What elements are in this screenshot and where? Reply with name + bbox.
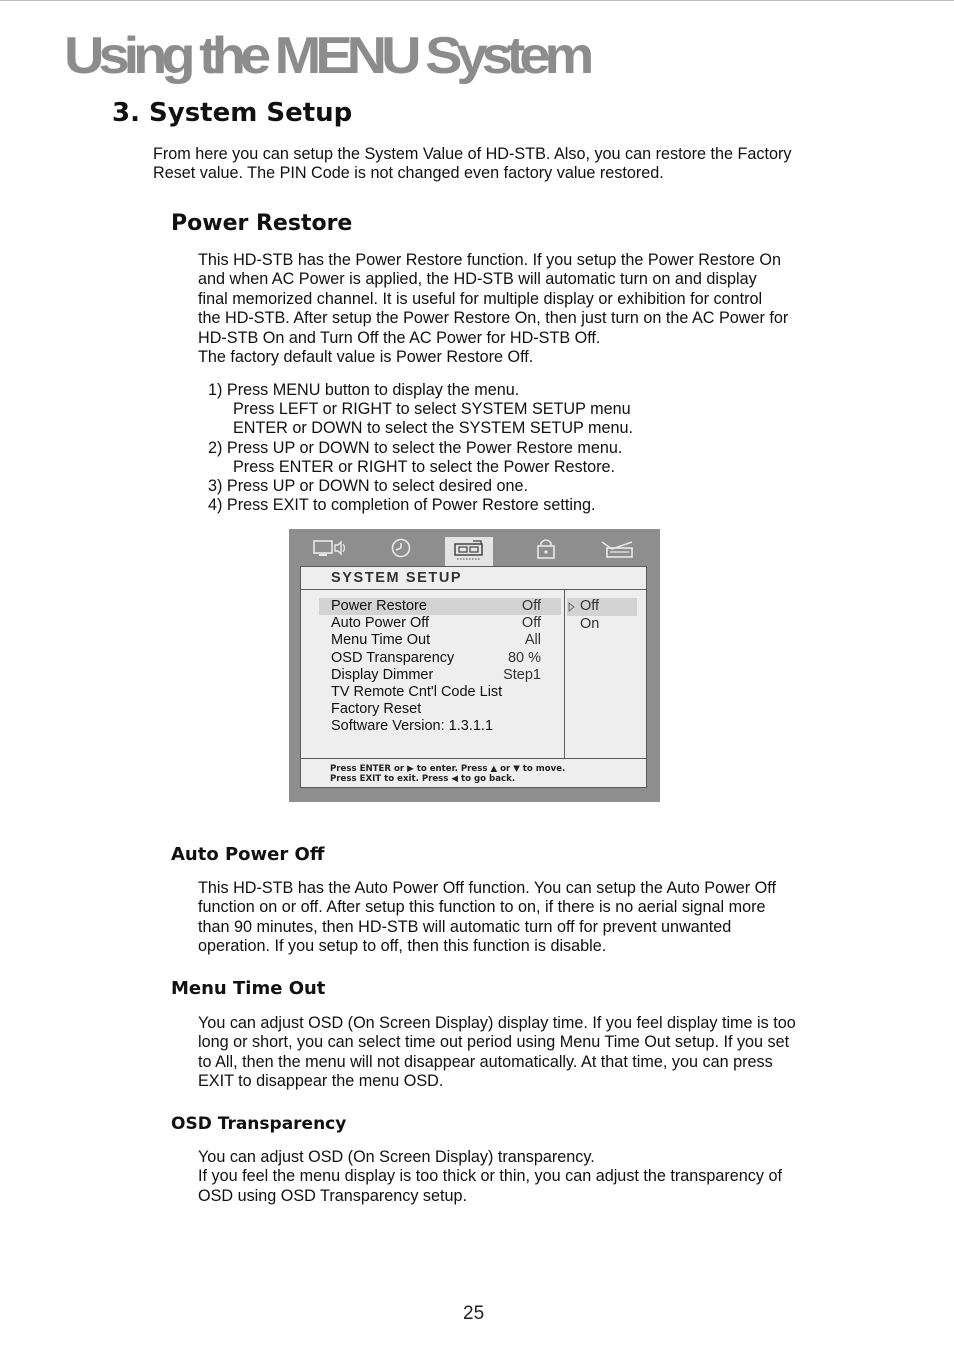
play-arrow-icon [568, 602, 575, 612]
osd-transparency-title: OSD Transparency [171, 1114, 347, 1134]
osd-item-power-restore[interactable] [319, 598, 561, 615]
osd-tab-clock[interactable] [379, 535, 427, 563]
section-title: 3. System Setup [112, 98, 353, 128]
osd-item-label: Factory Reset [331, 701, 422, 718]
menu-time-out-paragraph [198, 1014, 796, 1092]
step-line: 1) Press MENU button to display the menu. [208, 381, 520, 399]
text-line: long or short, you can select time out period using Menu Time Out setup. If you set [198, 1033, 790, 1052]
osd-item-auto-power-off[interactable] [319, 615, 561, 632]
osd-tab-system-setup[interactable] [445, 537, 493, 567]
text-line: final memorized channel. It is useful for multiple display or exhibition for control [198, 289, 763, 308]
osd-header [301, 567, 646, 590]
osd-tab-antenna[interactable] [592, 535, 640, 563]
osd-panel [300, 566, 647, 788]
text-line: to All, then the menu will not disappear automatically. At that time, you can press [198, 1052, 773, 1071]
osd-item-factory-reset[interactable] [319, 701, 561, 718]
osd-divider [564, 590, 565, 758]
osd-option-on[interactable] [567, 616, 637, 634]
text-line: HD-STB On and Turn Off the AC Power for HD-STB Off. [198, 328, 601, 347]
intro-paragraph [153, 145, 792, 184]
tv-sound-icon [312, 537, 348, 561]
text-line: The factory default value is Power Restore Off. [198, 348, 534, 367]
text-line: the HD-STB. After setup the Power Restore On, then just turn on the AC Power for [198, 309, 789, 328]
auto-power-off-title: Auto Power Off [171, 844, 325, 865]
text-line: You can adjust OSD (On Screen Display) transparency. [198, 1148, 595, 1166]
step-line: 2) Press UP or DOWN to select the Power Restore menu. [208, 438, 623, 457]
text-line: OSD using OSD Transparency setup. [198, 1186, 468, 1205]
text-line: Reset value. The PIN Code is not changed even factory value restored. [153, 164, 664, 183]
osd-item-osd-transparency[interactable] [319, 650, 561, 667]
osd-item-value: 80 % [507, 649, 541, 666]
step-line: ENTER or DOWN to select the SYSTEM SETUP menu. [233, 419, 634, 438]
osd-tab-lock[interactable] [523, 535, 571, 563]
power-restore-steps [208, 381, 633, 515]
osd-menu-list [319, 598, 561, 736]
text-line: If you feel the menu display is too thick or thin, you can adjust the transparency of [198, 1167, 782, 1186]
text-line: function on or off. After setup this function to on, if there is no aerial signal more [198, 898, 766, 917]
lock-icon [529, 537, 565, 561]
auto-power-off-paragraph [198, 879, 776, 957]
osd-option-label: On [580, 615, 600, 632]
osd-help-text [330, 765, 565, 784]
osd-item-software-version [319, 718, 561, 735]
osd-item-label: OSD Transparency [331, 649, 455, 666]
osd-item-value: All [524, 632, 541, 649]
text-line: and when AC Power is applied, the HD-STB will automatic turn on and display [198, 270, 757, 289]
power-restore-title: Power Restore [171, 211, 353, 236]
text-line: You can adjust OSD (On Screen Display) display time. If you feel display time is too [198, 1014, 796, 1032]
osd-menu-screenshot [289, 529, 660, 802]
power-restore-paragraph [198, 251, 788, 367]
osd-item-value: Step1 [503, 666, 541, 683]
text-line: operation. If you setup to off, then this function is disable. [198, 937, 607, 956]
antenna-icon [598, 537, 638, 561]
osd-tab-bar [289, 529, 660, 567]
osd-transparency-paragraph [198, 1148, 782, 1206]
osd-help-line: Press ENTER or ▶ to enter. Press ▲ or ▼ to move. [330, 764, 566, 774]
step-line: 3) Press UP or DOWN to select desired one. [208, 477, 528, 496]
osd-item-label: Power Restore [331, 598, 427, 614]
menu-time-out-title: Menu Time Out [171, 978, 326, 999]
osd-header-title: SYSTEM SETUP [331, 570, 463, 586]
osd-option-label: Off [580, 598, 600, 614]
osd-option-list [567, 598, 637, 633]
osd-item-value: Off [521, 598, 541, 614]
top-rule [0, 0, 954, 1]
page-number: 25 [463, 1303, 485, 1324]
step-line: 4) Press EXIT to completion of Power Restore setting. [208, 496, 596, 515]
text-line: This HD-STB has the Power Restore function. If you setup the Power Restore On [198, 251, 782, 269]
osd-item-label: TV Remote Cnt'l Code List [331, 683, 503, 700]
text-line: than 90 minutes, then HD-STB will automatic turn off for prevent unwanted [198, 917, 732, 936]
osd-option-off[interactable] [567, 598, 637, 616]
text-line: This HD-STB has the Auto Power Off function. You can setup the Auto Power Off [198, 879, 776, 897]
osd-item-tv-remote-code-list[interactable] [319, 684, 561, 701]
step-line: Press ENTER or RIGHT to select the Power Restore. [233, 457, 616, 476]
osd-item-label: Software Version: 1.3.1.1 [331, 718, 494, 735]
osd-item-label: Auto Power Off [331, 615, 430, 632]
osd-help-line: Press EXIT to exit. Press ◀ to go back. [330, 773, 516, 784]
system-setup-icon [451, 539, 487, 565]
osd-item-menu-time-out[interactable] [319, 632, 561, 649]
osd-tab-tv-sound[interactable] [306, 535, 354, 563]
osd-item-display-dimmer[interactable] [319, 667, 561, 684]
osd-item-label: Display Dimmer [331, 666, 434, 683]
osd-footer-rule [301, 758, 646, 759]
clock-icon [385, 537, 421, 561]
text-line: From here you can setup the System Value of HD-STB. Also, you can restore the Factory [153, 145, 792, 163]
section-banner: Using the MENU System [64, 26, 589, 84]
step-line: Press LEFT or RIGHT to select SYSTEM SETUP menu [233, 400, 631, 419]
text-line: EXIT to disappear the menu OSD. [198, 1072, 444, 1091]
osd-item-label: Menu Time Out [331, 632, 431, 649]
osd-item-value: Off [521, 615, 541, 632]
